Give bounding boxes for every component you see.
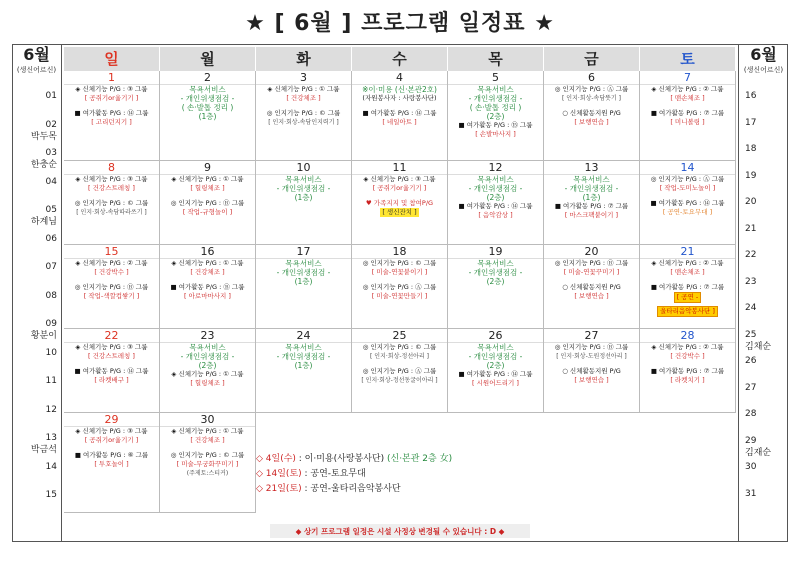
birthday-name: 김채순 — [745, 341, 772, 352]
note-text: : 공연-토요무대 — [301, 469, 366, 479]
program-line: 목욕서비스 — [189, 85, 226, 94]
birthday-month-left — [12, 44, 61, 88]
day-number: 12 — [448, 161, 543, 175]
calendar-day-cell — [256, 329, 352, 413]
calendar-day-cell — [64, 413, 160, 513]
program-line: ■ 여가활동 P/G : ⑦ 그룹 — [554, 202, 629, 210]
program-line: ○ 신체활동지원 P/G — [562, 367, 621, 375]
program-line: ( 손·발톱 정리 ) — [469, 103, 522, 112]
birthday-row — [12, 290, 60, 302]
birthday-day: 09 — [45, 319, 57, 329]
birthday-row — [739, 90, 787, 102]
program-line: (1층) — [294, 277, 313, 286]
birthday-row — [12, 204, 60, 228]
program-line: [ 손발마사지 ] — [475, 130, 516, 138]
program-line: [ 인지·회상-속담따라쓰기 ] — [76, 209, 147, 216]
day-number: 19 — [448, 245, 543, 259]
program-line: (주제토:스티커) — [186, 470, 229, 477]
program-line: 목욕서비스 — [285, 175, 322, 184]
program-line: [ 공쥐기or옮기기 ] — [372, 184, 427, 192]
calendar-day-cell — [448, 161, 544, 245]
birthday-row — [739, 382, 787, 394]
program-line: [ 인지·회상-속담뜻기 ] — [562, 95, 621, 102]
program-line: [ 공연-토요무대 ] — [662, 208, 713, 216]
program-line: ○ 신체활동지원 P/G — [562, 283, 621, 291]
birthday-day: 01 — [45, 91, 57, 101]
birthday-row — [739, 355, 787, 367]
birthday-day: 21 — [745, 223, 757, 234]
calendar-day-cell — [640, 245, 736, 329]
calendar-day-cell — [448, 245, 544, 329]
birthday-row — [739, 249, 787, 261]
note-date: ◇ 4일(수) — [256, 454, 296, 464]
program-line: ■ 여가활동 P/G : ⑭ 그룹 — [650, 199, 725, 207]
birthday-day: 19 — [745, 170, 757, 181]
program-line: ◈ 신체기능 P/G : ③ 그룹 — [363, 175, 436, 183]
day-number: 6 — [544, 71, 639, 85]
program-line: (자원봉사자 : 사랑봉사단) — [362, 94, 437, 102]
program-line: (2층) — [486, 193, 505, 202]
birthday-name: 한충순 — [30, 160, 57, 170]
program-line: ■ 여가활동 P/G : ⑭ 그룹 — [458, 202, 533, 210]
calendar-day-cell — [640, 71, 736, 161]
day-number: 25 — [352, 329, 447, 343]
program-line: [ 미술-무궁화꾸미기 ] — [176, 460, 239, 468]
program-line: 목욕서비스 — [477, 343, 514, 352]
day-number: 30 — [160, 413, 255, 427]
program-line: ◎ 인지기능 P/G : Ⓐ 그룹 — [362, 367, 437, 375]
program-line: [ 건강체조 ] — [286, 94, 321, 102]
program-line: ◈ 신체기능 P/G : ② 그룹 — [75, 259, 148, 267]
calendar-day-cell — [160, 413, 256, 513]
program-line: - 개인위생점검 - — [276, 352, 331, 361]
day-number: 4 — [352, 71, 447, 85]
program-line: ◈ 신체기능 P/G : ① 그룹 — [171, 427, 244, 435]
program-line: [ 마스크팩붙이기 ] — [564, 211, 619, 219]
calendar-day-cell — [160, 71, 256, 161]
day-header: 월 — [160, 47, 256, 71]
birthday-row — [12, 375, 60, 387]
program-line: ◎ 인지기능 P/G : Ⓐ 그룹 — [362, 283, 437, 291]
program-line: - 개인위생점검 - — [180, 94, 235, 103]
birthday-name: 황분이 — [30, 331, 57, 341]
day-number: 23 — [160, 329, 255, 343]
program-line: - 개인위생점검 - — [468, 352, 523, 361]
day-number: 13 — [544, 161, 639, 175]
program-line: [ 건강체조 ] — [190, 436, 225, 444]
program-line: ◎ 인지기능 P/G : © 그룹 — [170, 451, 245, 459]
calendar-day-cell — [160, 161, 256, 245]
birthday-row — [12, 176, 60, 188]
program-line: [ 미술-연꽃붙이기 ] — [371, 268, 428, 276]
birthday-day: 04 — [45, 176, 57, 187]
birthday-day: 20 — [745, 197, 757, 207]
calendar-day-cell — [64, 71, 160, 161]
calendar-day-cell — [544, 245, 640, 329]
program-line — [640, 292, 735, 306]
program-line: ◈ 신체기능 P/G : ① 그룹 — [267, 85, 340, 93]
program-line: [ 공쥐기or옮기기 ] — [84, 94, 139, 102]
birthday-month-label: 6월 — [750, 45, 777, 64]
day-number: 16 — [160, 245, 255, 259]
birthday-day: 05 — [45, 205, 57, 215]
birthday-row — [739, 488, 787, 500]
day-number: 1 — [64, 71, 159, 85]
program-line: [ 건강박수 ] — [670, 352, 705, 360]
birthday-row — [739, 329, 787, 353]
program-line: - 개인위생점검 - — [468, 268, 523, 277]
birthday-day: 17 — [745, 117, 757, 128]
program-line: ◎ 인지기능 P/G : Ⓑ 그룹 — [170, 199, 245, 207]
birthday-row — [12, 119, 60, 143]
birthday-day: 11 — [45, 376, 57, 386]
program-line: ( 손·발톱 정리 ) — [181, 103, 234, 112]
program-line: ◎ 인지기능 P/G : © 그룹 — [74, 199, 149, 207]
program-line: [ 음악감상 ] — [478, 211, 513, 219]
birthday-sub-label: (생신어르신) — [16, 66, 57, 74]
note-item — [256, 467, 726, 482]
program-line: [ 작업-색깔컵쌓기 ] — [83, 292, 140, 300]
day-header: 화 — [256, 47, 352, 71]
program-line: ※이·미용 (신·본관2호) — [362, 85, 437, 94]
program-line: ■ 여가활동 P/G : ⑦ 그룹 — [650, 367, 725, 375]
birthday-column-right — [738, 44, 788, 542]
program-line: [ 시원어드리기 ] — [472, 379, 519, 387]
program-line: - 개인위생점검 - — [564, 184, 619, 193]
birthday-row — [739, 276, 787, 288]
program-line: - 개인위생점검 - — [468, 184, 523, 193]
program-line: ◈ 신체기능 P/G : ② 그룹 — [651, 85, 724, 93]
program-line: (2층) — [486, 361, 505, 370]
program-line: 목욕서비스 — [477, 85, 514, 94]
program-line: ◈ 신체기능 P/G : ③ 그룹 — [75, 427, 148, 435]
program-line: ■ 여가활동 P/G : ⑭ 그룹 — [74, 109, 149, 117]
birthday-row — [12, 233, 60, 245]
program-line: - 개인위생점검 - — [276, 184, 331, 193]
program-line: (1층) — [198, 112, 217, 121]
day-header: 목 — [448, 47, 544, 71]
program-line: ◎ 인지기능 P/G : © 그룹 — [362, 343, 437, 351]
program-line: [ 라켓치기 ] — [670, 376, 705, 384]
birthday-day: 08 — [45, 290, 57, 301]
program-line: ■ 여가활동 P/G : ⑭ 그룹 — [458, 370, 533, 378]
note-text: : 이·미용(사랑봉사단) — [295, 454, 385, 464]
day-number: 3 — [256, 71, 351, 85]
program-line: ◎ 인지기능 P/G : © 그룹 — [266, 109, 341, 117]
program-line: [ 건강스트레칭 ] — [88, 184, 135, 192]
birthday-name: 하계님 — [30, 217, 57, 227]
program-line: ■ 여가활동 P/G : Ⓑ 그룹 — [170, 283, 245, 291]
birthday-row — [739, 117, 787, 129]
birthday-row — [739, 143, 787, 155]
birthday-day: 03 — [45, 148, 57, 158]
day-number: 27 — [544, 329, 639, 343]
day-header: 일 — [64, 47, 160, 71]
calendar-day-cell — [352, 161, 448, 245]
day-number: 24 — [256, 329, 351, 343]
program-line: [ 인지·회상-도원정선아리 ] — [556, 353, 627, 360]
program-line — [640, 306, 735, 320]
birthday-day: 06 — [45, 233, 57, 244]
program-line: ◈ 신체기능 P/G : ① 그룹 — [171, 370, 244, 378]
program-line: 목욕서비스 — [477, 175, 514, 184]
calendar-day-cell — [352, 245, 448, 329]
birthday-month-label: 6월 — [23, 45, 50, 64]
program-line: ◎ 인지기능 P/G : Ⓐ 그룹 — [554, 85, 629, 93]
program-line: ■ 여가활동 P/G : ⑭ 그룹 — [74, 367, 149, 375]
birthday-day: 30 — [745, 462, 757, 472]
program-line: (1층) — [294, 193, 313, 202]
program-line: (2층) — [198, 361, 217, 370]
birthday-row — [12, 404, 60, 416]
calendar-day-cell — [64, 245, 160, 329]
calendar-day-cell — [640, 161, 736, 245]
program-line: ◈ 신체기능 P/G : ③ 그룹 — [75, 85, 148, 93]
calendar-day-cell — [448, 71, 544, 161]
birthday-row — [739, 302, 787, 314]
calendar-day-cell — [160, 245, 256, 329]
calendar-day-cell — [64, 329, 160, 413]
note-date: ◇ 21일(토) — [256, 484, 302, 494]
program-line: [ 보행연습 ] — [574, 376, 609, 384]
birthday-column-left — [12, 44, 62, 542]
program-line: ■ 여가활동 P/G : ⑭ 그룹 — [362, 109, 437, 117]
program-line: 목욕서비스 — [189, 343, 226, 352]
program-line: [ 건강박수 ] — [94, 268, 129, 276]
birthday-day: 13 — [45, 433, 57, 443]
birthday-name: 김재순 — [745, 447, 772, 458]
birthday-row — [12, 489, 60, 501]
day-number: 21 — [640, 245, 735, 259]
day-number: 17 — [256, 245, 351, 259]
program-line: (2층) — [486, 277, 505, 286]
day-number: 11 — [352, 161, 447, 175]
birthday-day: 29 — [745, 435, 757, 446]
birthday-day: 07 — [45, 262, 57, 272]
program-line: 목욕서비스 — [573, 175, 610, 184]
calendar-day-cell — [160, 329, 256, 413]
program-line: 목욕서비스 — [477, 259, 514, 268]
birthday-day: 10 — [45, 347, 57, 358]
program-line: (1층) — [582, 193, 601, 202]
day-number: 28 — [640, 329, 735, 343]
program-line: [ 네일아트 ] — [382, 118, 417, 126]
birthday-row — [739, 435, 787, 459]
program-line: (2층) — [486, 112, 505, 121]
program-line: ◈ 신체기능 P/G : ③ 그룹 — [75, 175, 148, 183]
program-line: [ 인지·회상-정선아리 ] — [370, 353, 429, 360]
birthday-row — [12, 261, 60, 273]
program-line: [ 미니볼링 ] — [670, 118, 705, 126]
program-line: ◎ 인지기능 P/G : Ⓑ 그룹 — [554, 259, 629, 267]
program-line: - 개인위생점검 - — [276, 268, 331, 277]
program-line: [ 작업-규형놀이 ] — [182, 208, 233, 216]
birthday-day: 02 — [45, 119, 57, 130]
birthday-day: 25 — [745, 329, 757, 340]
notes-list — [256, 452, 726, 497]
birthday-day: 22 — [745, 250, 757, 260]
birthday-day: 16 — [745, 91, 757, 101]
day-number: 7 — [640, 71, 735, 85]
day-number: 29 — [64, 413, 159, 427]
program-line: (1층) — [294, 361, 313, 370]
program-line: [ 건강스트레칭 ] — [88, 352, 135, 360]
program-line: ◎ 인지기능 P/G : Ⓑ 그룹 — [74, 283, 149, 291]
program-line: [ 미술-연꽃만들기 ] — [371, 292, 428, 300]
birthday-row — [739, 196, 787, 208]
birthday-row — [12, 461, 60, 473]
calendar-day-cell — [256, 245, 352, 329]
birthday-day: 23 — [745, 276, 757, 287]
program-line: 목욕서비스 — [285, 259, 322, 268]
calendar-day-cell — [256, 161, 352, 245]
program-line: [ 보행연습 ] — [574, 118, 609, 126]
birthday-day: 15 — [45, 490, 57, 500]
birthday-day: 26 — [745, 356, 757, 366]
calendar-day-cell — [544, 329, 640, 413]
birthday-row — [12, 90, 60, 102]
program-line: ■ 여가활동 P/G : ⑦ 그룹 — [650, 109, 725, 117]
program-line: 목욕서비스 — [285, 343, 322, 352]
birthday-day: 12 — [45, 404, 57, 415]
day-header: 토 — [640, 47, 736, 71]
birthday-row — [739, 408, 787, 420]
program-line: ◈ 신체기능 P/G : ③ 그룹 — [75, 343, 148, 351]
birthday-day: 14 — [45, 461, 57, 472]
day-header: 금 — [544, 47, 640, 71]
program-line: [ 인지·회상-정선동굴이아리 ] — [361, 377, 438, 384]
program-highlight: [ 생신잔치 ] — [382, 208, 417, 216]
program-line — [352, 208, 447, 220]
birthday-row — [12, 347, 60, 359]
program-line: ◈ 신체기능 P/G : ② 그룹 — [651, 343, 724, 351]
day-number: 2 — [160, 71, 255, 85]
calendar-day-cell — [352, 71, 448, 161]
program-line: [ 맨손체조 ] — [670, 94, 705, 102]
day-number: 15 — [64, 245, 159, 259]
program-line: - 개인위생점검 - — [468, 94, 523, 103]
program-line: [ 미술-연꽃꾸미기 ] — [563, 268, 620, 276]
calendar-day-cell — [544, 161, 640, 245]
calendar-day-cell — [64, 161, 160, 245]
footer-note: ◆ 상기 프로그램 일정은 시설 사정상 변경될 수 있습니다 : D ◆ — [295, 527, 505, 536]
calendar-day-cell — [640, 329, 736, 413]
birthday-row — [739, 223, 787, 235]
program-line: [ 맨손체조 ] — [670, 268, 705, 276]
birthday-day: 28 — [745, 409, 757, 419]
program-line: [ 건강체조 ] — [190, 268, 225, 276]
program-line: ■ 여가활동 P/G : ⑥ 그룹 — [74, 451, 149, 459]
day-number: 14 — [640, 161, 735, 175]
birthday-row — [739, 461, 787, 473]
birthday-row — [12, 147, 60, 171]
page-title: ★ [ 6월 ] 프로그램 일정표 ★ — [245, 11, 555, 36]
program-highlight: [ 공연 - — [674, 292, 702, 303]
day-number: 5 — [448, 71, 543, 85]
day-number: 26 — [448, 329, 543, 343]
birthday-day: 27 — [745, 382, 757, 393]
program-line: ◎ 인지기능 P/G : Ⓑ 그룹 — [554, 343, 629, 351]
calendar-day-cell — [544, 71, 640, 161]
program-line: ◈ 신체기능 P/G : ① 그룹 — [171, 175, 244, 183]
calendar-day-cell — [256, 71, 352, 161]
birthday-month-right — [739, 44, 788, 88]
calendar-day-cell — [352, 329, 448, 413]
program-line: [ 라켓배구 ] — [94, 376, 129, 384]
program-line: [ 힐링체조 ] — [190, 184, 225, 192]
note-item — [256, 482, 726, 497]
program-line: [ 공쥐기or옮기기 ] — [84, 436, 139, 444]
day-number: 18 — [352, 245, 447, 259]
birthday-sub-label: (생신어르신) — [743, 66, 784, 74]
birthday-row — [739, 170, 787, 182]
day-number: 9 — [160, 161, 255, 175]
program-line: [ 고리던지기 ] — [91, 118, 132, 126]
program-line: ■ 여가활동 P/G : ⑦ 그룹 — [650, 283, 725, 291]
day-number: 10 — [256, 161, 351, 175]
birthday-day: 24 — [745, 303, 757, 313]
program-line: ◈ 신체기능 P/G : ① 그룹 — [171, 259, 244, 267]
birthday-name: 박금석 — [30, 445, 57, 455]
day-number: 22 — [64, 329, 159, 343]
note-text: : 공연-울타리음악봉사단 — [301, 484, 401, 494]
program-line: [ 인지·회상-속담인지력기 ] — [268, 119, 339, 126]
birthday-row — [12, 432, 60, 456]
program-line: [ 힐링체조 ] — [190, 379, 225, 387]
note-place: (신·본관 2층 女) — [384, 454, 453, 464]
program-line: ◎ 인지기능 P/G : Ⓐ 그룹 — [650, 175, 725, 183]
program-highlight: 울타리음악봉사단 ] — [657, 306, 718, 317]
note-date: ◇ 14일(토) — [256, 469, 302, 479]
calendar-day-cell — [448, 329, 544, 413]
program-line: [ 투호놀이 ] — [94, 460, 129, 468]
birthday-day: 31 — [745, 488, 757, 499]
program-line: [ 아로마마사지 ] — [184, 292, 231, 300]
program-line: ♥ 가족지지 및 참여P/G — [365, 199, 434, 207]
program-line: [ 보행연습 ] — [574, 292, 609, 300]
program-line: ■ 여가활동 P/G : ⑮ 그룹 — [458, 121, 533, 129]
program-line: ◈ 신체기능 P/G : ② 그룹 — [651, 259, 724, 267]
day-header: 수 — [352, 47, 448, 71]
birthday-row — [12, 318, 60, 342]
program-line: ○ 신체활동지원 P/G — [562, 109, 621, 117]
birthday-name: 박두목 — [30, 131, 57, 142]
program-line: ◎ 인지기능 P/G : © 그룹 — [362, 259, 437, 267]
day-number: 20 — [544, 245, 639, 259]
program-line: - 개인위생점검 - — [180, 352, 235, 361]
birthday-day: 18 — [745, 144, 757, 154]
note-item — [256, 452, 726, 467]
day-number: 8 — [64, 161, 159, 175]
program-line: [ 작업-도미노놀이 ] — [659, 184, 716, 192]
